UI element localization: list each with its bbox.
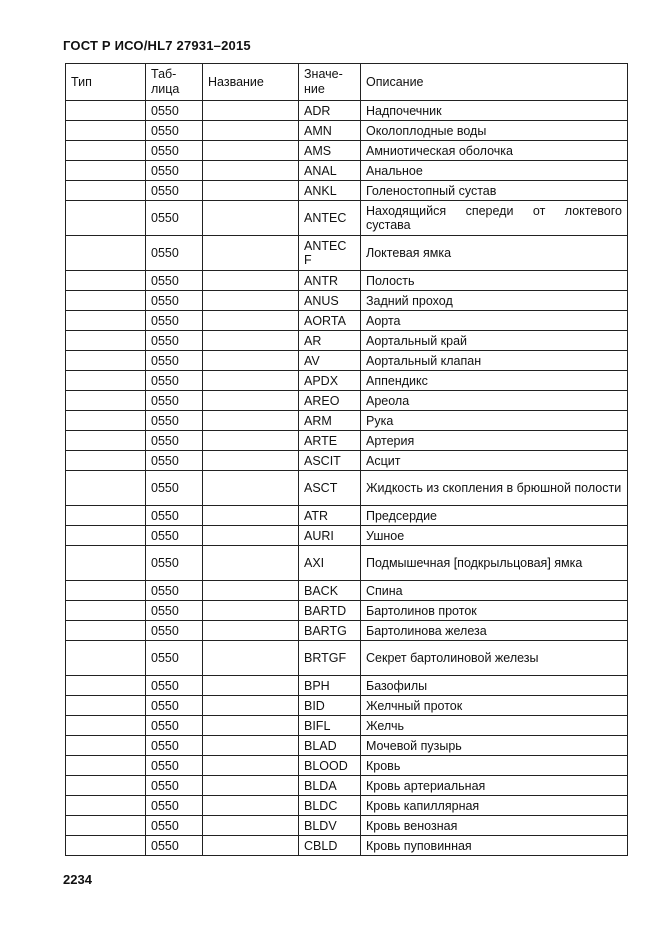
cell-table: 0550 xyxy=(146,236,203,271)
cell-type xyxy=(66,181,146,201)
table-row xyxy=(66,411,628,431)
cell-type xyxy=(66,291,146,311)
cell-type xyxy=(66,391,146,411)
cell-table: 0550 xyxy=(146,451,203,471)
cell-name xyxy=(203,601,299,621)
cell-name xyxy=(203,311,299,331)
table-row xyxy=(66,121,628,141)
table-row xyxy=(66,601,628,621)
cell-description: Ушное xyxy=(361,526,628,546)
cell-description: Кровь венозная xyxy=(361,816,628,836)
cell-type xyxy=(66,371,146,391)
cell-type xyxy=(66,351,146,371)
table-row xyxy=(66,796,628,816)
cell-value: BLDV xyxy=(299,816,361,836)
table-row xyxy=(66,391,628,411)
cell-description: Околоплодные воды xyxy=(361,121,628,141)
table-row xyxy=(66,201,628,236)
cell-type xyxy=(66,581,146,601)
cell-value: AORTA xyxy=(299,311,361,331)
cell-table: 0550 xyxy=(146,621,203,641)
cell-value: AURI xyxy=(299,526,361,546)
cell-name xyxy=(203,676,299,696)
document-title: ГОСТ Р ИСО/HL7 27931–2015 xyxy=(63,38,251,53)
cell-description: Анальное xyxy=(361,161,628,181)
cell-table: 0550 xyxy=(146,351,203,371)
cell-table: 0550 xyxy=(146,161,203,181)
cell-type xyxy=(66,526,146,546)
column-header-description: Описание xyxy=(361,64,628,101)
cell-type xyxy=(66,236,146,271)
cell-name xyxy=(203,161,299,181)
cell-type xyxy=(66,101,146,121)
table-row xyxy=(66,696,628,716)
cell-table: 0550 xyxy=(146,101,203,121)
cell-table: 0550 xyxy=(146,391,203,411)
table-row xyxy=(66,756,628,776)
cell-name xyxy=(203,351,299,371)
cell-description: Кровь капиллярная xyxy=(361,796,628,816)
cell-name xyxy=(203,271,299,291)
cell-value: ANTEC F xyxy=(299,236,361,271)
cell-value: BID xyxy=(299,696,361,716)
cell-description: Бартолинова железа xyxy=(361,621,628,641)
cell-name xyxy=(203,291,299,311)
cell-value: ANKL xyxy=(299,181,361,201)
cell-description: Аппендикс xyxy=(361,371,628,391)
table-row xyxy=(66,776,628,796)
cell-table: 0550 xyxy=(146,411,203,431)
cell-name xyxy=(203,756,299,776)
cell-description: Кровь xyxy=(361,756,628,776)
cell-name xyxy=(203,411,299,431)
table-row xyxy=(66,431,628,451)
table-row xyxy=(66,181,628,201)
cell-type xyxy=(66,411,146,431)
cell-description: Задний проход xyxy=(361,291,628,311)
cell-description: Локтевая ямка xyxy=(361,236,628,271)
cell-type xyxy=(66,621,146,641)
cell-table: 0550 xyxy=(146,696,203,716)
cell-name xyxy=(203,796,299,816)
table-row xyxy=(66,716,628,736)
cell-type xyxy=(66,736,146,756)
cell-value: ATR xyxy=(299,506,361,526)
cell-name xyxy=(203,716,299,736)
cell-table: 0550 xyxy=(146,506,203,526)
cell-type xyxy=(66,816,146,836)
cell-value: AREO xyxy=(299,391,361,411)
cell-name xyxy=(203,391,299,411)
table-row xyxy=(66,371,628,391)
table-header-row xyxy=(66,64,628,101)
cell-name xyxy=(203,331,299,351)
cell-type xyxy=(66,756,146,776)
cell-description: Голеностопный сустав xyxy=(361,181,628,201)
cell-value: BARTD xyxy=(299,601,361,621)
cell-name xyxy=(203,506,299,526)
cell-description: Аорта xyxy=(361,311,628,331)
cell-type xyxy=(66,201,146,236)
cell-value: BPH xyxy=(299,676,361,696)
cell-type xyxy=(66,431,146,451)
cell-table: 0550 xyxy=(146,736,203,756)
cell-type xyxy=(66,331,146,351)
table-row xyxy=(66,311,628,331)
cell-table: 0550 xyxy=(146,641,203,676)
table-row xyxy=(66,451,628,471)
cell-description: Аортальный клапан xyxy=(361,351,628,371)
cell-value: CBLD xyxy=(299,836,361,856)
cell-table: 0550 xyxy=(146,581,203,601)
cell-value: BLAD xyxy=(299,736,361,756)
cell-table: 0550 xyxy=(146,716,203,736)
cell-name xyxy=(203,181,299,201)
cell-type xyxy=(66,311,146,331)
cell-name xyxy=(203,581,299,601)
cell-value: AV xyxy=(299,351,361,371)
cell-value: APDX xyxy=(299,371,361,391)
cell-table: 0550 xyxy=(146,546,203,581)
cell-description: Амниотическая оболочка xyxy=(361,141,628,161)
cell-type xyxy=(66,776,146,796)
cell-value: ANAL xyxy=(299,161,361,181)
table-row xyxy=(66,581,628,601)
cell-name xyxy=(203,621,299,641)
cell-type xyxy=(66,161,146,181)
cell-table: 0550 xyxy=(146,776,203,796)
cell-name xyxy=(203,236,299,271)
cell-value: AMN xyxy=(299,121,361,141)
cell-description: Подмышечная [подкрыльцовая] ямка xyxy=(361,546,628,581)
table-row xyxy=(66,816,628,836)
table-row xyxy=(66,291,628,311)
column-header-value: Значе- ние xyxy=(299,64,361,101)
code-table xyxy=(65,63,628,856)
cell-name xyxy=(203,431,299,451)
table-row xyxy=(66,271,628,291)
cell-description: Кровь пуповинная xyxy=(361,836,628,856)
cell-table: 0550 xyxy=(146,836,203,856)
column-header-name: Название xyxy=(203,64,299,101)
cell-name xyxy=(203,526,299,546)
cell-name xyxy=(203,101,299,121)
table-row xyxy=(66,836,628,856)
table-row xyxy=(66,641,628,676)
cell-type xyxy=(66,506,146,526)
cell-description: Надпочечник xyxy=(361,101,628,121)
cell-description: Рука xyxy=(361,411,628,431)
cell-value: AMS xyxy=(299,141,361,161)
cell-type xyxy=(66,796,146,816)
cell-value: ANTEC xyxy=(299,201,361,236)
table-row xyxy=(66,676,628,696)
cell-description: Мочевой пузырь xyxy=(361,736,628,756)
cell-value: BLOOD xyxy=(299,756,361,776)
cell-table: 0550 xyxy=(146,201,203,236)
cell-name xyxy=(203,736,299,756)
cell-table: 0550 xyxy=(146,311,203,331)
column-header-table: Таб- лица xyxy=(146,64,203,101)
cell-name xyxy=(203,816,299,836)
cell-type xyxy=(66,601,146,621)
table-row xyxy=(66,506,628,526)
cell-name xyxy=(203,201,299,236)
cell-description: Полость xyxy=(361,271,628,291)
cell-description: Кровь артериальная xyxy=(361,776,628,796)
table-row xyxy=(66,471,628,506)
cell-type xyxy=(66,471,146,506)
cell-description: Бартолинов проток xyxy=(361,601,628,621)
cell-description: Аортальный край xyxy=(361,331,628,351)
cell-value: BIFL xyxy=(299,716,361,736)
cell-type xyxy=(66,141,146,161)
cell-type xyxy=(66,451,146,471)
cell-name xyxy=(203,371,299,391)
cell-value: ASCIT xyxy=(299,451,361,471)
cell-table: 0550 xyxy=(146,181,203,201)
cell-type xyxy=(66,641,146,676)
cell-type xyxy=(66,546,146,581)
cell-value: BACK xyxy=(299,581,361,601)
cell-value: BLDC xyxy=(299,796,361,816)
table-row xyxy=(66,101,628,121)
cell-table: 0550 xyxy=(146,796,203,816)
cell-value: ANTR xyxy=(299,271,361,291)
cell-value: BRTGF xyxy=(299,641,361,676)
cell-value: ASCT xyxy=(299,471,361,506)
cell-type xyxy=(66,696,146,716)
cell-description: Желчный проток xyxy=(361,696,628,716)
cell-table: 0550 xyxy=(146,816,203,836)
cell-table: 0550 xyxy=(146,331,203,351)
cell-table: 0550 xyxy=(146,371,203,391)
cell-table: 0550 xyxy=(146,141,203,161)
cell-table: 0550 xyxy=(146,121,203,141)
cell-description: Желчь xyxy=(361,716,628,736)
cell-type xyxy=(66,271,146,291)
cell-description: Жидкость из скопления в брюшной полости xyxy=(361,471,628,506)
cell-name xyxy=(203,471,299,506)
cell-description: Спина xyxy=(361,581,628,601)
cell-name xyxy=(203,836,299,856)
cell-value: ARTE xyxy=(299,431,361,451)
table-row xyxy=(66,161,628,181)
table-row xyxy=(66,546,628,581)
cell-value: AR xyxy=(299,331,361,351)
cell-description: Базофилы xyxy=(361,676,628,696)
cell-name xyxy=(203,141,299,161)
cell-type xyxy=(66,121,146,141)
cell-name xyxy=(203,641,299,676)
cell-table: 0550 xyxy=(146,601,203,621)
cell-description: Асцит xyxy=(361,451,628,471)
table-row xyxy=(66,351,628,371)
table-row xyxy=(66,736,628,756)
table-row xyxy=(66,141,628,161)
cell-name xyxy=(203,546,299,581)
cell-value: ANUS xyxy=(299,291,361,311)
cell-type xyxy=(66,836,146,856)
cell-table: 0550 xyxy=(146,271,203,291)
cell-value: BARTG xyxy=(299,621,361,641)
cell-type xyxy=(66,716,146,736)
cell-description: Предсердие xyxy=(361,506,628,526)
cell-type xyxy=(66,676,146,696)
cell-name xyxy=(203,451,299,471)
cell-table: 0550 xyxy=(146,756,203,776)
cell-table: 0550 xyxy=(146,526,203,546)
cell-name xyxy=(203,776,299,796)
cell-value: AXI xyxy=(299,546,361,581)
cell-description: Ареола xyxy=(361,391,628,411)
column-header-type: Тип xyxy=(66,64,146,101)
table-row xyxy=(66,621,628,641)
cell-value: ARM xyxy=(299,411,361,431)
cell-table: 0550 xyxy=(146,676,203,696)
page-number: 2234 xyxy=(63,872,92,887)
cell-description: Секрет бартолиновой железы xyxy=(361,641,628,676)
cell-name xyxy=(203,121,299,141)
cell-description: Находящийся спереди от локтевого сустава xyxy=(361,201,628,236)
cell-table: 0550 xyxy=(146,471,203,506)
cell-name xyxy=(203,696,299,716)
cell-value: BLDA xyxy=(299,776,361,796)
cell-description: Артерия xyxy=(361,431,628,451)
cell-value: ADR xyxy=(299,101,361,121)
table-row xyxy=(66,331,628,351)
cell-table: 0550 xyxy=(146,291,203,311)
table-row xyxy=(66,236,628,271)
cell-table: 0550 xyxy=(146,431,203,451)
table-row xyxy=(66,526,628,546)
